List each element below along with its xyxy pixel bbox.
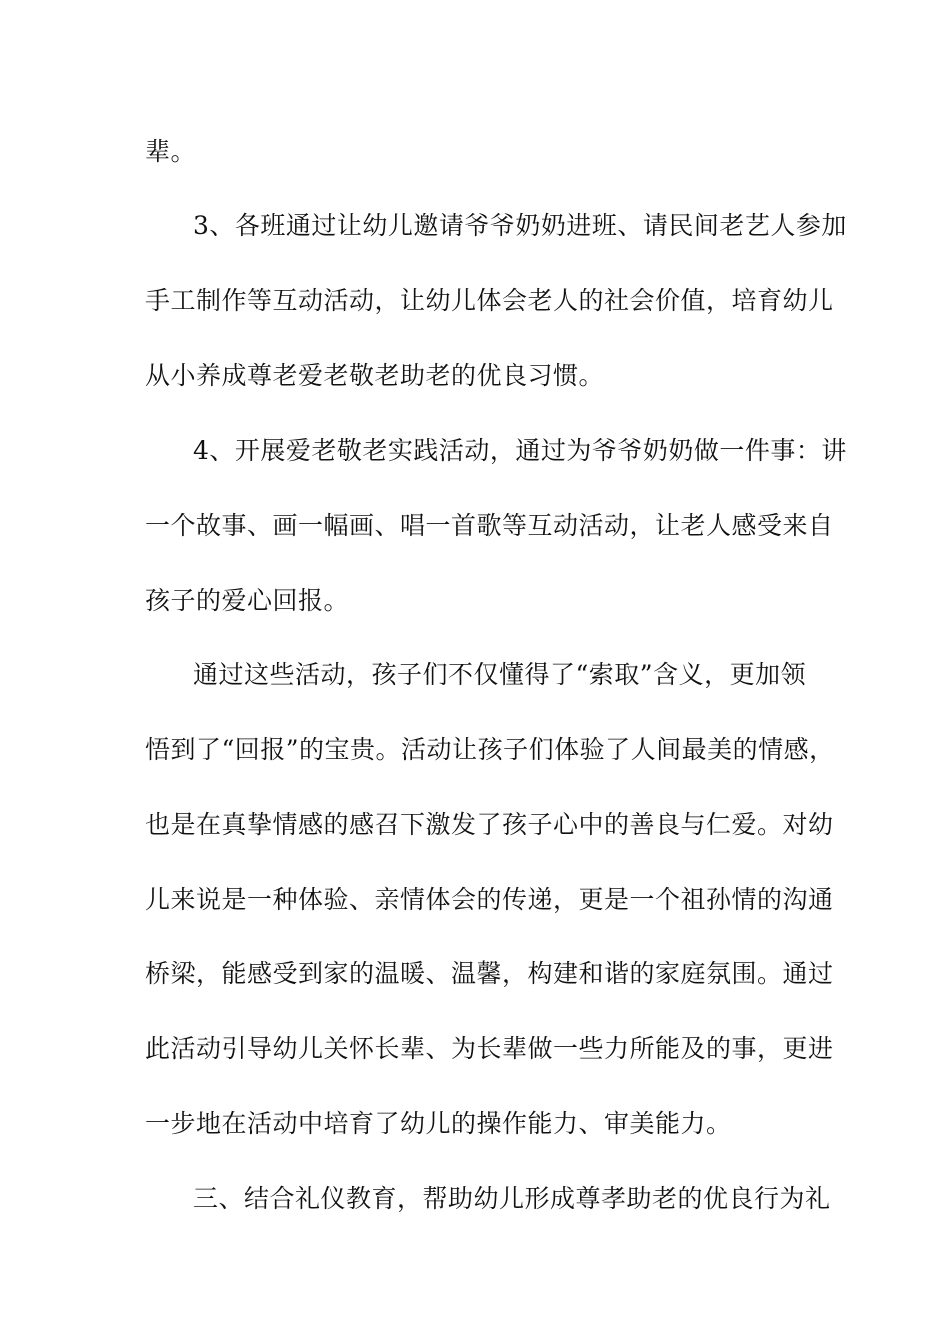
text-line: 桥梁，能感受到家的温暖、温馨，构建和谐的家庭氛围。通过 — [145, 959, 834, 988]
text-line: 悟到了“回报”的宝贵。活动让孩子们体验了人间最美的情感， — [145, 735, 835, 764]
paragraph-summary-start: 通过这些活动，孩子们不仅懂得了“索取”含义，更加领 — [193, 660, 807, 689]
paragraph-3-start: 3、各班通过让幼儿邀请爷爷奶奶进班、请民间老艺人参加 — [193, 211, 847, 240]
text-line: 也是在真挚情感的感召下激发了孩子心中的善良与仁爱。对幼 — [145, 810, 834, 839]
text-line: 辈。 — [145, 137, 197, 166]
text-line: 手工制作等互动活动，让幼儿体会老人的社会价值，培育幼儿 — [145, 286, 834, 315]
text-line: 一个故事、画一幅画、唱一首歌等互动活动，让老人感受来自 — [145, 511, 834, 540]
text-line: 此活动引导幼儿关怀长辈、为长辈做一些力所能及的事，更进 — [145, 1034, 834, 1063]
text-line: 一步地在活动中培育了幼儿的操作能力、审美能力。 — [145, 1109, 732, 1138]
text-line: 从小养成尊老爱老敬老助老的优良习惯。 — [145, 361, 605, 390]
paragraph-4-start: 4、开展爱老敬老实践活动，通过为爷爷奶奶做一件事：讲 — [193, 436, 847, 465]
text-line: 儿来说是一种体验、亲情体会的传递，更是一个祖孙情的沟通 — [145, 885, 834, 914]
section-three-heading: 三、结合礼仪教育，帮助幼儿形成尊孝助老的优良行为礼 — [193, 1184, 831, 1213]
text-line: 孩子的爱心回报。 — [145, 586, 350, 615]
